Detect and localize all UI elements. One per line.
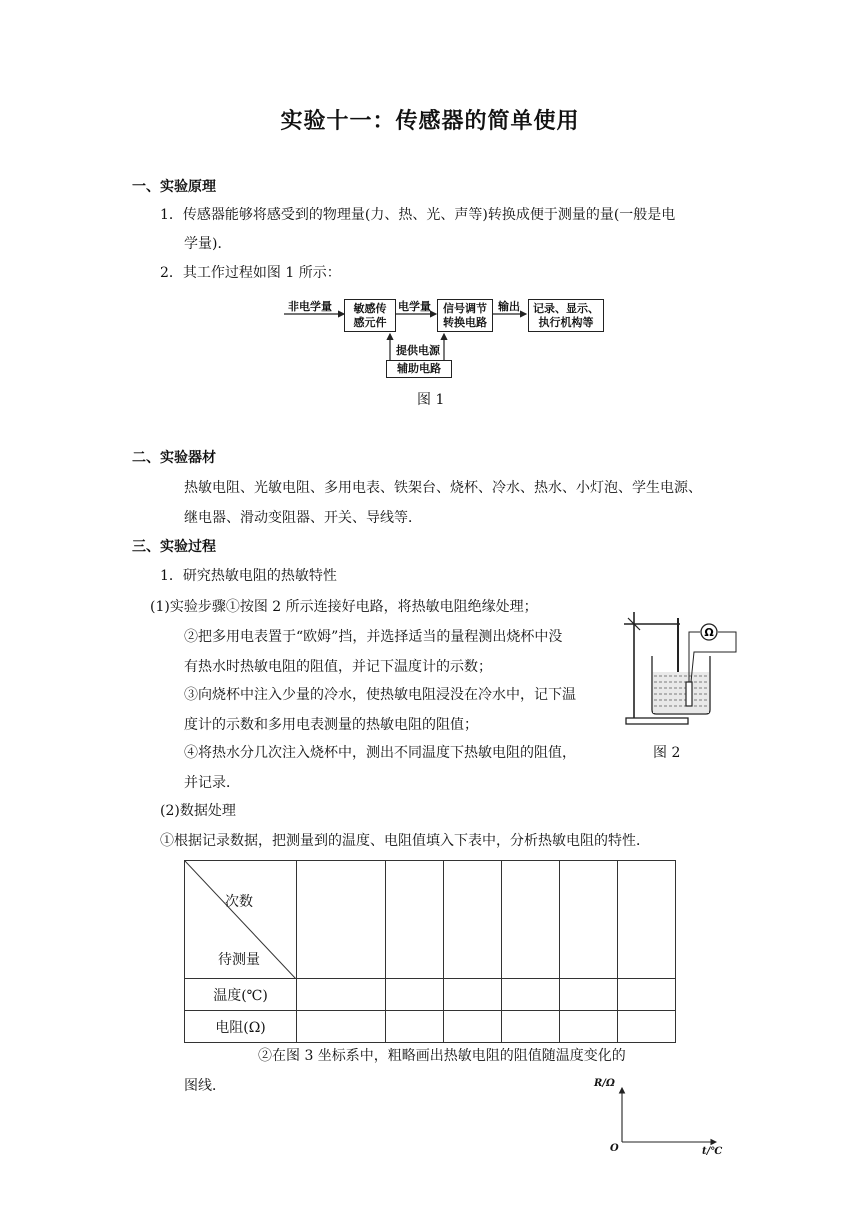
table-cell[interactable] [297,1011,386,1043]
table-cell[interactable] [560,861,618,979]
box-line: 感元件 [353,316,387,329]
box-line: 信号调节 [443,302,487,315]
paragraph: 有热水时热敏电阻的阻值，并记下温度计的示数； [184,659,492,675]
paragraph: 2．其工作过程如图 1 所示： [160,265,341,281]
table-cell[interactable] [618,861,676,979]
paragraph: 热敏电阻、光敏电阻、多用电表、铁架台、烧杯、冷水、热水、小灯泡、学生电源、 [184,480,702,496]
paragraph: 图线． [184,1078,226,1094]
thermistor [686,682,692,706]
paragraph: 1．传感器能够将感受到的物理量(力、热、光、声等)转换成便于测量的量(一般是电 [160,207,676,223]
table-cell[interactable] [444,1011,502,1043]
figure-2-caption: 图 2 [653,745,681,761]
paragraph: (1)实验步骤①按图 2 所示连接好电路，将热敏电阻绝缘处理； [150,599,538,615]
table-cell[interactable] [297,979,386,1011]
figure-1-caption: 图 1 [417,392,445,408]
table-corner-cell [185,861,297,979]
table-cell[interactable] [297,861,386,979]
data-table [184,860,676,1043]
origin-label: O [610,1143,619,1154]
power-label: 提供电源 [396,344,440,357]
paragraph: 学量)． [184,236,232,252]
paragraph: ④将热水分几次注入烧杯中，测出不同温度下热敏电阻的阻值， [184,745,576,761]
box-line: 转换电路 [443,316,487,329]
table-cell[interactable] [386,979,444,1011]
table-cell[interactable] [560,1011,618,1043]
output-device-box [528,299,604,332]
paragraph: (2)数据处理 [160,803,236,819]
paragraph: 度计的示数和多用电表测量的热敏电阻的阻值； [184,717,478,733]
paragraph: ②把多用电表置于“欧姆”挡，并选择适当的量程测出烧杯中没 [184,629,563,645]
table-cell[interactable] [386,1011,444,1043]
x-axis-label: t/℃ [702,1146,723,1157]
paragraph: ②在图 3 坐标系中，粗略画出热敏电阻的阻值随温度变化的 [258,1048,626,1064]
table-cell[interactable] [618,979,676,1011]
table-row [185,1011,676,1043]
stand-base [626,718,688,724]
table-cell[interactable] [502,861,560,979]
paragraph: 并记录． [184,775,240,791]
table-cell[interactable] [502,979,560,1011]
y-axis-label: R/Ω [594,1078,615,1089]
figure-3-axes [612,1084,722,1148]
table-cell[interactable] [618,1011,676,1043]
paragraph: ①根据记录数据，把测量到的温度、电阻值填入下表中，分析热敏电阻的特性． [160,833,650,849]
ohm-symbol: Ω [704,626,714,639]
box-line: 执行机构等 [538,316,594,329]
paragraph: 1．研究热敏电阻的热敏特性 [160,568,337,584]
table-cell[interactable] [386,861,444,979]
page-title: 实验十一：传感器的简单使用 [280,109,580,134]
paragraph: 继电器、滑动变阻器、开关、导线等． [184,510,422,526]
row-label-resistance: 电阻(Ω) [185,1011,297,1043]
table-row [185,979,676,1011]
row-label-temperature: 温度(℃) [185,979,297,1011]
output-label: 输出 [498,300,520,313]
box-line: 敏感传 [353,302,387,315]
table-cell[interactable] [502,1011,560,1043]
table-cell[interactable] [444,979,502,1011]
sensor-element-box [344,299,396,332]
section-heading-materials: 二、实验器材 [132,450,216,466]
section-heading-procedure: 三、实验过程 [132,539,216,555]
auxiliary-circuit-box: 辅助电路 [386,360,452,378]
box-line: 记录、显示、 [533,302,599,315]
table-cell[interactable] [444,861,502,979]
input-label: 非电学量 [288,300,332,313]
section-heading-principle: 一、实验原理 [132,179,216,195]
corner-top-label: 次数 [225,894,253,910]
corner-bottom-label: 待测量 [218,952,260,968]
figure-2-apparatus [618,612,744,732]
table-cell[interactable] [560,979,618,1011]
paragraph: ③向烧杯中注入少量的冷水，使热敏电阻浸没在冷水中，记下温 [184,687,576,703]
electric-quantity-label: 电学量 [398,300,431,313]
signal-conversion-box [437,299,493,332]
